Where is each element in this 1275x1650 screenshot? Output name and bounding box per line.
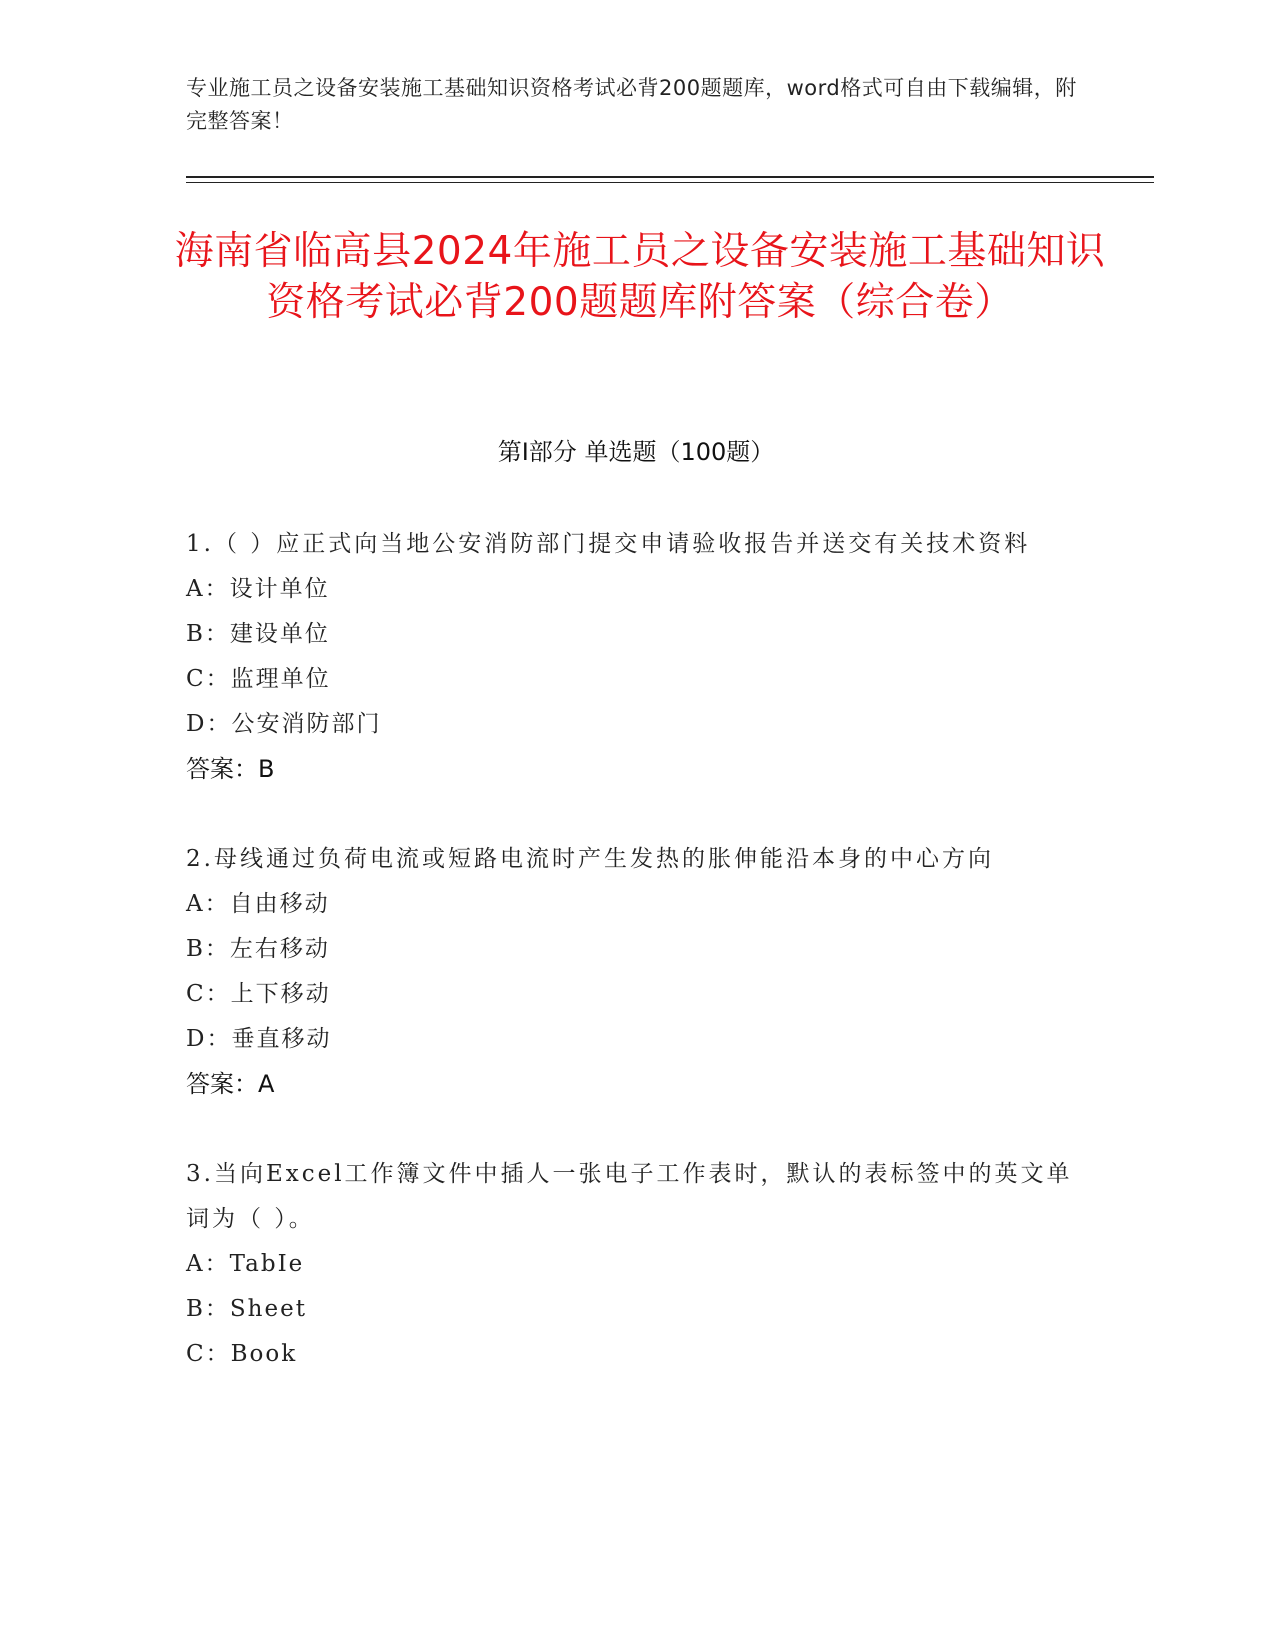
answer-line: 答案：B [186, 755, 275, 783]
question-stem: 2.母线通过负荷电流或短路电流时产生发热的胀伸能沿本身的中心方向 [186, 846, 994, 872]
question-list [186, 522, 1086, 1377]
section-title: 第I部分 单选题（100题） [497, 438, 775, 466]
header-note: 专业施工员之设备安装施工基础知识资格考试必背200题题库，word格式可自由下载编辑，附完整答案！ [186, 76, 1077, 133]
header-divider-thin [186, 182, 1154, 183]
option-b: B：左右移动 [186, 936, 330, 962]
option-c: C：Book [186, 1341, 298, 1367]
option-a: A：TabIe [186, 1251, 305, 1277]
option-a: A：自由移动 [186, 891, 330, 917]
option-b: B：Sheet [186, 1296, 307, 1322]
question-1 [186, 522, 1086, 792]
document-title: 海南省临高县2024年施工员之设备安装施工基础知识资格考试必背200题题库附答案（综合卷） [174, 229, 1106, 325]
question-stem: 3.当向Excel工作簿文件中插人一张电子工作表时，默认的表标签中的英文单词为（ ）。 [186, 1161, 1073, 1232]
question-stem: 1.（ ）应正式向当地公安消防部门提交申请验收报告并送交有关技术资料 [186, 531, 1031, 557]
question-3 [186, 1152, 1086, 1377]
option-c: C：监理单位 [186, 666, 331, 692]
option-c: C：上下移动 [186, 981, 331, 1007]
header-divider-thick [186, 176, 1154, 178]
question-2 [186, 837, 1086, 1107]
option-d: D：公安消防部门 [186, 711, 382, 737]
option-a: A：设计单位 [186, 576, 330, 602]
option-d: D：垂直移动 [186, 1026, 332, 1052]
answer-line: 答案：A [186, 1070, 275, 1098]
option-b: B：建设单位 [186, 621, 330, 647]
